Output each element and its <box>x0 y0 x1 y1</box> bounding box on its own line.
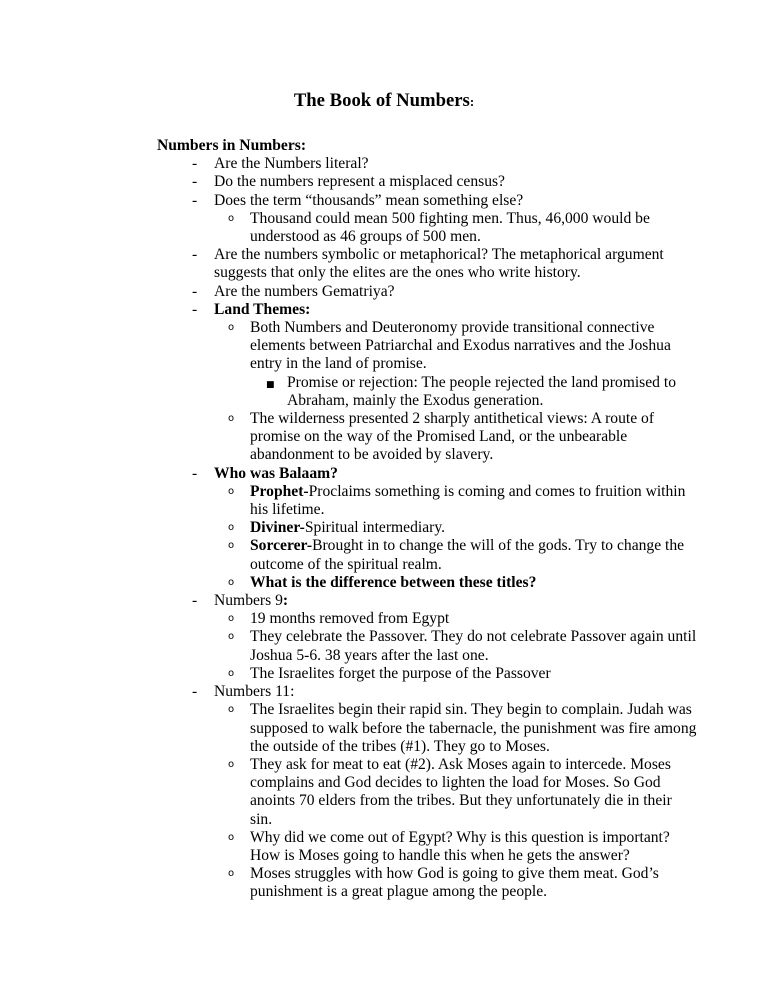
sub-list-item <box>214 865 697 901</box>
section-heading: Numbers in Numbers: <box>157 137 307 154</box>
circle-bullet: o <box>228 667 235 679</box>
circle-bullet: o <box>228 868 235 880</box>
item-text: Proclaims something is coming and comes to fruition within his lifetime. <box>250 482 686 519</box>
colon: : <box>282 592 289 610</box>
sub-list-item <box>214 829 697 865</box>
dash-bullet: - <box>192 173 198 191</box>
sub-list-item <box>214 410 697 465</box>
circle-bullet: o <box>228 758 235 770</box>
dash-bullet: - <box>192 155 198 173</box>
sub-list-item <box>214 483 697 519</box>
list-item <box>157 683 697 901</box>
sub-list-item <box>214 537 697 573</box>
list-item <box>157 173 697 191</box>
sub-sub-list-item <box>250 374 697 410</box>
list-item <box>157 465 697 592</box>
sub-list-item <box>214 319 697 410</box>
item-text: Brought in to change the will of the gods. Try to change the outcome of the spiritual realm. <box>250 537 685 573</box>
dash-bullet: - <box>192 191 198 209</box>
circle-bullet: o <box>228 212 235 224</box>
item-text: Both Numbers and Deuteronomy provide transitional connective elements between Patriarchal and Exodus narratives and the Joshua entry in the land of promise. <box>250 319 671 373</box>
item-text: Spiritual intermediary. <box>304 519 446 537</box>
dash-bullet: - <box>192 464 198 482</box>
circle-bullet: o <box>228 576 235 588</box>
sub-list <box>214 210 697 246</box>
sub-list-item <box>214 519 697 537</box>
term-label: Prophet- <box>250 482 309 500</box>
list-item <box>157 192 697 247</box>
item-text: Moses struggles with how God is going to give them meat. God’s punishment is a great plague among the people. <box>250 865 659 901</box>
list-item <box>157 155 697 173</box>
outline-list <box>157 155 697 901</box>
sub-list-item <box>214 628 697 664</box>
document-title <box>0 90 768 113</box>
item-heading: Who was Balaam? <box>214 464 338 482</box>
document-title-text: The Book of Numbers <box>293 90 470 111</box>
item-text: Are the numbers symbolic or metaphorical? The metaphorical argument suggests that only the elites are the ones who write history. <box>214 246 664 282</box>
item-text: What is the difference between these titles? <box>250 573 537 591</box>
circle-bullet: o <box>228 322 235 334</box>
dash-bullet: - <box>192 300 198 318</box>
item-text: Do the numbers represent a misplaced census? <box>214 173 505 191</box>
list-item <box>157 246 697 282</box>
dash-bullet: - <box>192 683 198 701</box>
title-colon: : <box>469 94 475 109</box>
circle-bullet: o <box>228 631 235 643</box>
sub-list <box>214 483 697 592</box>
sub-list-item <box>214 610 697 628</box>
list-item <box>157 301 697 465</box>
item-text: Are the Numbers literal? <box>214 155 369 173</box>
circle-bullet: o <box>228 613 235 625</box>
item-text: Numbers 11: <box>214 683 295 701</box>
term-label: Sorcerer- <box>250 537 313 555</box>
dash-bullet: - <box>192 246 198 264</box>
item-text: Thousand could mean 500 fighting men. Thus, 46,000 would be understood as 46 groups of 500 men. <box>250 209 650 246</box>
item-text: The Israelites begin their rapid sin. They begin to complain. Judah was supposed to walk before the tabernacle, the punishment was fire among the outside of the tribes (#1). They go to Moses. <box>250 701 697 755</box>
sub-list-item <box>214 756 697 829</box>
item-text: The wilderness presented 2 sharply antithetical views: A route of promise on the way of the Promised Land, or the unbearable abandonment to be avoided by slavery. <box>250 410 655 464</box>
circle-bullet: o <box>228 485 235 497</box>
sub-list <box>214 610 697 683</box>
circle-bullet: o <box>228 540 235 552</box>
list-item <box>157 283 697 301</box>
item-text: They celebrate the Passover. They do not celebrate Passover again until Joshua 5-6. 38 years after the last one. <box>250 628 697 664</box>
item-text: 19 months removed from Egypt <box>250 610 450 628</box>
item-text: They ask for meat to eat (#2). Ask Moses again to intercede. Moses complains and God decides to lighten the load for Moses. So God anoints 70 elders from the tribes. But they unfortunately die in their sin. <box>250 755 672 828</box>
sub-list <box>214 319 697 465</box>
dash-bullet: - <box>192 592 198 610</box>
item-text: Are the numbers Gematriya? <box>214 282 395 300</box>
sub-list-item <box>214 701 697 756</box>
sub-list-item <box>214 210 697 246</box>
item-text: Promise or rejection: The people rejected the land promised to Abraham, mainly the Exodus generation. <box>287 373 676 409</box>
item-text: Does the term “thousands” mean something else? <box>214 191 524 209</box>
item-text: Numbers 9 <box>214 592 283 610</box>
sub-sub-list <box>250 374 697 410</box>
dash-bullet: - <box>192 282 198 300</box>
item-heading: Land Themes: <box>214 300 311 318</box>
circle-bullet: o <box>228 831 235 843</box>
circle-bullet: o <box>228 413 235 425</box>
item-text: Why did we come out of Egypt? Why is this question is important? How is Moses going to handle this when he gets the answer? <box>250 828 670 864</box>
square-bullet-icon: ■ <box>266 379 275 390</box>
sub-list-item <box>214 574 697 592</box>
sub-list-item <box>214 665 697 683</box>
term-label: Diviner- <box>250 519 305 537</box>
item-text: The Israelites forget the purpose of the Passover <box>250 664 551 682</box>
document-body <box>157 137 697 902</box>
circle-bullet: o <box>228 704 235 716</box>
circle-bullet: o <box>228 522 235 534</box>
sub-list <box>214 701 697 901</box>
list-item <box>157 592 697 683</box>
